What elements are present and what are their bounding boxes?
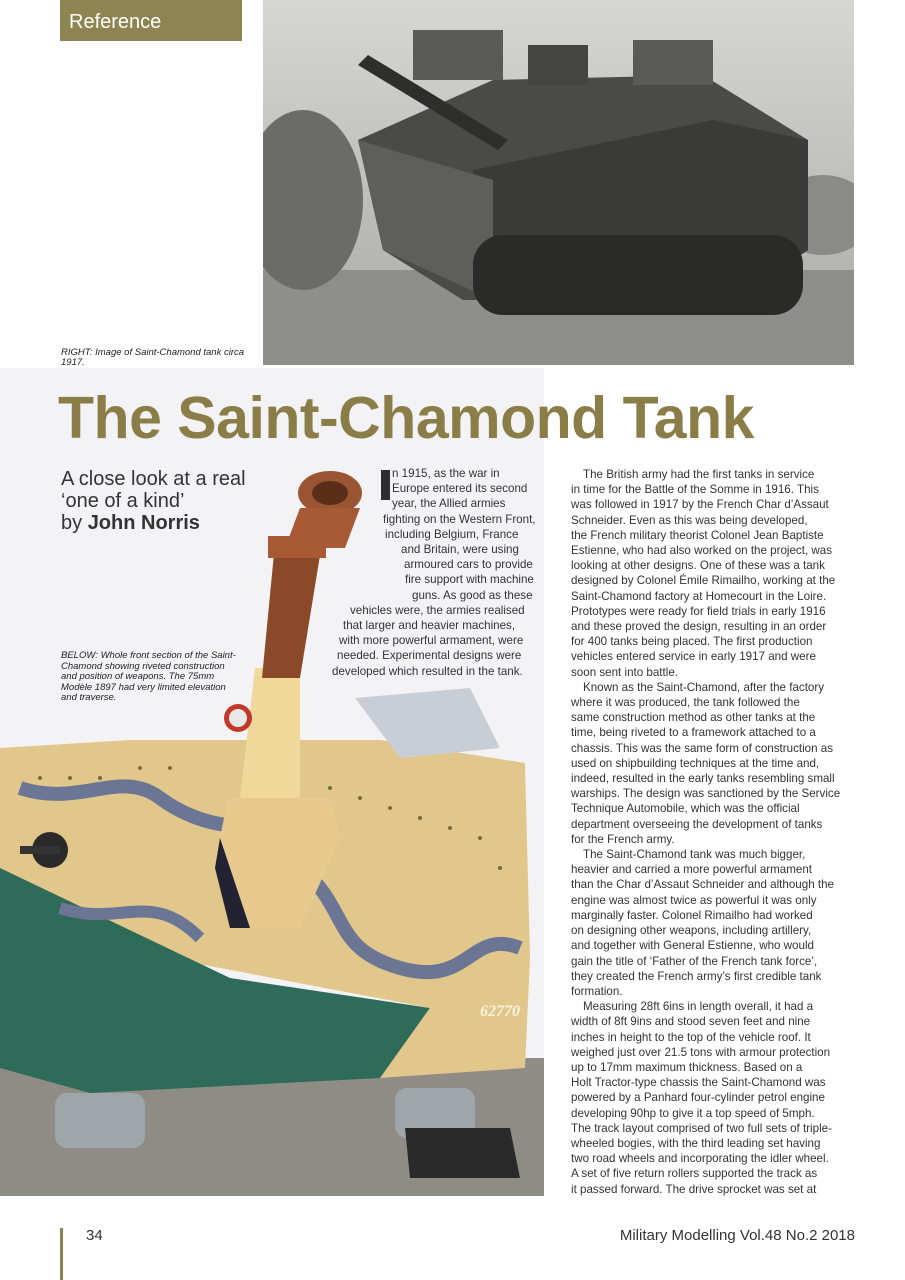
byline-prefix: by <box>61 512 88 534</box>
body-line: The Saint-Chamond tank was much bigger, <box>583 848 806 862</box>
intro-line: developed which resulted in the tank. <box>332 664 523 678</box>
top-historic-photo <box>263 0 854 365</box>
body-line: soon sent into battle. <box>571 665 678 679</box>
body-line: Known as the Saint-Chamond, after the factory <box>583 680 825 694</box>
intro-line: year, the Allied armies <box>392 497 506 511</box>
intro-line: that larger and heavier machines, <box>343 619 516 633</box>
body-line: Schneider. Even as this was being developed, <box>571 513 808 527</box>
article-headline: The Saint-Chamond Tank <box>58 385 754 451</box>
top-photo-caption: RIGHT: Image of Saint-Chamond tank circa 1917. <box>61 347 245 368</box>
intro-line: including Belgium, France <box>385 527 519 541</box>
footer-rule <box>60 1228 63 1280</box>
body-line: time, being riveted to a framework attached to a <box>571 726 816 740</box>
body-line: for 400 tanks being placed. The first production <box>571 635 813 649</box>
body-line: they created the French army’s first credible tank <box>571 969 822 983</box>
body-line: the French military theorist Colonel Jean Baptiste <box>571 528 824 542</box>
body-line: same construction method as other tanks at the <box>571 711 816 725</box>
body-line: looking at other designs. One of these was a tank <box>571 559 825 573</box>
body-line: Saint-Chamond factory at Homecourt in the Loire. <box>571 589 827 603</box>
tank-number-marking: 62770 <box>480 1003 520 1020</box>
body-line: inches in height to the top of the vehicle roof. It <box>571 1030 811 1044</box>
intro-line: and Britain, were using <box>401 543 519 557</box>
body-line: width of 8ft 9ins and stood seven feet and nine <box>571 1015 811 1029</box>
body-line: Estienne, who had also worked on the project, was <box>571 544 833 558</box>
body-line: marginally faster. Colonel Rimailho had worked <box>571 908 813 922</box>
magazine-issue: Military Modelling Vol.48 No.2 2018 <box>619 1227 855 1244</box>
body-line: in time for the Battle of the Somme in 1916. This <box>571 483 819 497</box>
body-line: for the French army. <box>571 832 675 846</box>
body-line: The track layout comprised of two full sets of triple- <box>571 1121 832 1135</box>
body-line: designed by Colonel Émile Rimailho, working at the <box>571 574 836 588</box>
body-line: warships. The design was sanctioned by the Service <box>571 787 841 801</box>
body-line: two road wheels and incorporating the idler wheel. <box>571 1152 829 1166</box>
body-line: than the Char d’Assaut Schneider and although the <box>571 878 834 892</box>
bottom-photo-caption: BELOW: Whole front section of the Saint-Chamond showing riveted construction and position of weapons. The 75mm Modèle 1897 had very limited elevation and traverse. <box>61 650 236 703</box>
intro-line: needed. Experimental designs were <box>337 649 522 663</box>
body-line: Prototypes were ready for field trials in early 1916 <box>571 604 826 618</box>
body-line: heavier and carried a more powerful armament <box>571 863 813 877</box>
body-line: formation. <box>571 984 623 998</box>
intro-line: vehicles were, the armies realised <box>350 603 525 617</box>
body-line: indeed, resulted in the early tanks resembling small <box>571 772 835 786</box>
intro-line: with more powerful armament, were <box>339 634 524 648</box>
body-line: wheeled bogies, with the third leading set having <box>571 1136 821 1150</box>
body-line: The British army had the first tanks in service <box>583 468 815 481</box>
body-line: department overseeing the development of tanks <box>571 817 823 831</box>
intro-line: fighting on the Western Front, <box>383 512 536 526</box>
byline <box>61 512 271 534</box>
intro-line: guns. As good as these <box>412 588 533 602</box>
body-column <box>571 467 861 1197</box>
standfirst-line-2: ‘one of a kind’ <box>61 490 185 512</box>
body-line: where it was produced, the tank followed the <box>571 696 800 710</box>
intro-line: armoured cars to provide <box>404 558 533 572</box>
body-line: weighed just over 21.5 tons with armour protection <box>571 1045 831 1059</box>
body-line: on designing other weapons, including artillery, <box>571 924 812 938</box>
body-line: Technique Automobile, which was the official <box>571 802 800 816</box>
body-line: chassis. This was the same form of construction as <box>571 741 834 755</box>
page-number: 34 <box>86 1227 103 1244</box>
body-line: and these proved the design, resulting in an order <box>571 620 827 634</box>
section-tag: Reference <box>60 0 242 41</box>
body-line: it passed forward. The drive sprocket was set at <box>571 1182 817 1196</box>
intro-line: Europe entered its second <box>392 482 528 496</box>
intro-paragraph <box>330 466 545 679</box>
body-line: was followed in 1917 by the French Char d’Assaut <box>571 498 829 512</box>
intro-line: fire support with machine <box>405 573 534 587</box>
body-line: engine was almost twice as powerful it was only <box>571 893 817 907</box>
dropcap: I <box>381 470 390 500</box>
intro-line: n 1915, as the war in <box>392 467 500 480</box>
body-line: developing 90hp to give it a top speed of 5mph. <box>571 1106 815 1120</box>
body-line: used on shipbuilding techniques at the time and, <box>571 756 820 770</box>
standfirst <box>61 468 271 534</box>
standfirst-line-1: A close look at a real <box>61 468 246 490</box>
body-line: vehicles entered service in early 1917 and were <box>571 650 816 664</box>
body-line: Holt Tractor-type chassis the Saint-Chamond was <box>571 1076 826 1090</box>
author-name: John Norris <box>87 512 200 534</box>
body-line: powered by a Panhard four-cylinder petrol engine <box>571 1091 825 1105</box>
body-line: up to 17mm maximum thickness. Based on a <box>571 1060 803 1074</box>
body-line: and together with General Estienne, who would <box>571 939 814 953</box>
body-line: gain the title of ‘Father of the French tank force’, <box>571 954 818 968</box>
body-line: Measuring 28ft 6ins in length overall, it had a <box>583 1000 814 1014</box>
body-line: A set of five return rollers supported the track as <box>571 1167 818 1181</box>
